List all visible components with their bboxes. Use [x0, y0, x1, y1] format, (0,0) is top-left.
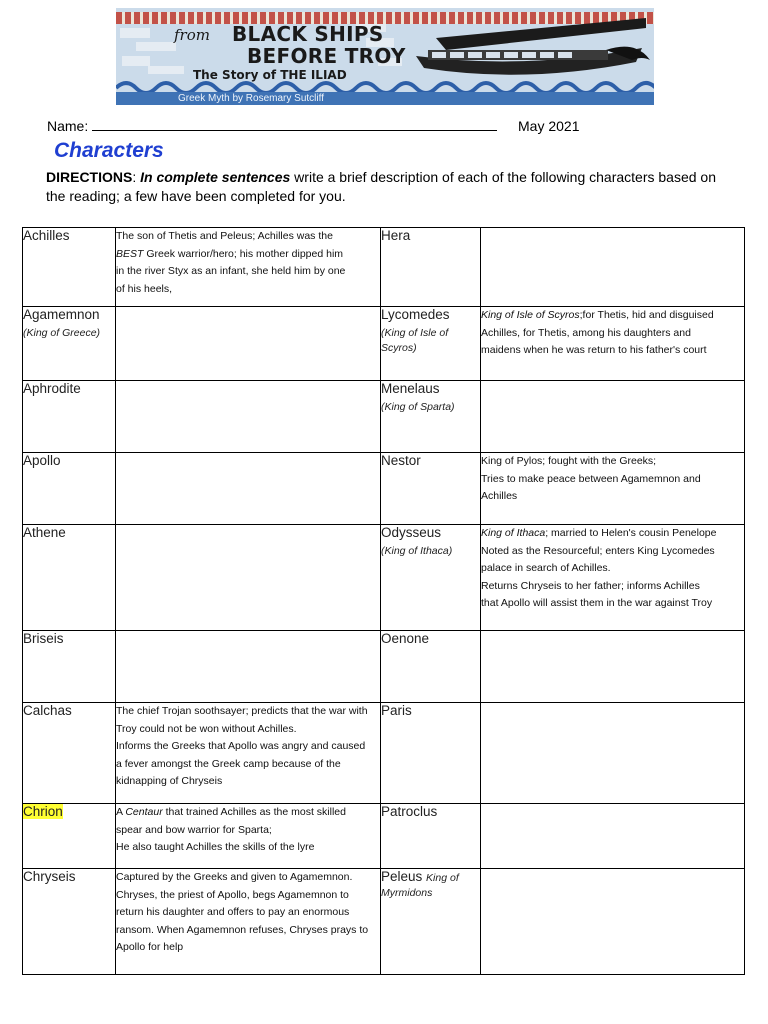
left-character-description-cell[interactable] — [116, 703, 381, 804]
banner-title-line2: BEFORE TROY — [247, 44, 406, 68]
description-line: maidens when he was return to his father's court — [481, 344, 707, 356]
character-name: Chryseis — [23, 869, 76, 884]
right-character-name-cell — [381, 525, 481, 631]
description-line: Apollo for help — [116, 941, 184, 953]
description-line: The son of Thetis and Peleus; Achilles was the — [116, 230, 333, 242]
character-title-note: (King of Sparta) — [381, 401, 455, 413]
banner-subtitle: The Story of THE ILIAD — [193, 68, 347, 82]
name-label: Name: — [47, 118, 89, 134]
left-character-name-cell — [23, 525, 116, 631]
character-name: Oenone — [381, 631, 430, 646]
left-character-name-cell — [23, 804, 116, 869]
table-row — [23, 804, 745, 869]
description-line: Tries to make peace between Agamemnon and — [481, 472, 701, 485]
left-character-name-cell — [23, 307, 116, 381]
right-character-description-cell[interactable] — [481, 525, 745, 631]
left-character-name-cell — [23, 453, 116, 525]
right-character-description-cell[interactable] — [481, 631, 745, 703]
character-name: Hera — [381, 228, 411, 243]
right-character-description-cell[interactable] — [481, 453, 745, 525]
character-name: Paris — [381, 703, 412, 718]
character-name: Chrion — [23, 804, 63, 819]
character-name: Lycomedes — [381, 307, 450, 322]
characters-table — [22, 227, 745, 975]
right-character-name-cell — [381, 869, 481, 975]
description-line: return his daughter and offers to pay an enormous — [116, 906, 350, 918]
character-name: Achilles — [23, 228, 70, 243]
description-line: Returns Chryseis to her father; informs Achilles — [481, 579, 700, 592]
character-name: Agamemnon — [23, 307, 100, 322]
description-line: Achilles — [481, 490, 518, 502]
banner-title-line1: BLACK SHIPS — [232, 22, 384, 46]
description-line: Captured by the Greeks and given to Agamemnon. — [116, 871, 353, 883]
directions-paragraph: DIRECTIONS: In complete sentences write a brief description of each of the following characters based on the reading; a few have been completed for you. — [46, 169, 716, 204]
description-line: Chryses, the priest of Apollo, begs Agamemnon to — [116, 888, 349, 901]
character-title-note: (King of Ithaca) — [381, 545, 453, 557]
title-banner — [116, 8, 654, 105]
character-title-note: (King of Greece) — [23, 327, 101, 339]
left-character-description-cell[interactable] — [116, 631, 381, 703]
description-line: The chief Trojan soothsayer; predicts that the war with — [116, 705, 368, 717]
left-character-description-cell[interactable] — [116, 307, 381, 381]
description-line: BEST Greek warrior/hero; his mother dipped him — [116, 247, 344, 260]
banner-credit: Greek Myth by Rosemary Sutcliff — [116, 92, 654, 105]
right-character-name-cell — [381, 703, 481, 804]
description-line: He also taught Achilles the skills of the lyre — [116, 841, 315, 853]
character-name: Calchas — [23, 703, 72, 718]
table-row — [23, 453, 745, 525]
character-name: Apollo — [23, 453, 61, 468]
left-character-name-cell — [23, 703, 116, 804]
right-character-name-cell — [381, 804, 481, 869]
table-row — [23, 525, 745, 631]
description-line: that Apollo will assist them in the war against Troy — [481, 597, 713, 609]
left-character-description-cell[interactable] — [116, 453, 381, 525]
description-line: King of Ithaca; married to Helen's cousin Penelope — [481, 527, 717, 539]
date-text: May 2021 — [518, 118, 580, 134]
table-row — [23, 869, 745, 975]
right-character-description-cell[interactable] — [481, 307, 745, 381]
table-row — [23, 631, 745, 703]
right-character-name-cell — [381, 631, 481, 703]
description-line: King of Pylos; fought with the Greeks; — [481, 455, 657, 467]
character-title-note: (King of Isle of Scyros) — [381, 327, 449, 354]
left-character-description-cell[interactable] — [116, 228, 381, 307]
table-row — [23, 307, 745, 381]
character-name: Aphrodite — [23, 381, 81, 396]
directions-emphasis: In complete sentences — [140, 169, 291, 185]
character-name: Briseis — [23, 631, 64, 646]
character-name: Menelaus — [381, 381, 440, 396]
page-title: Characters — [54, 139, 164, 162]
left-character-description-cell[interactable] — [116, 525, 381, 631]
table-row — [23, 228, 745, 307]
right-character-name-cell — [381, 307, 481, 381]
left-character-name-cell — [23, 631, 116, 703]
name-blank-line[interactable] — [92, 119, 497, 131]
description-line: in the river Styx as an infant, she held him by one — [116, 265, 346, 277]
description-line: palace in search of Achilles. — [481, 562, 611, 574]
description-line: spear and bow warrior for Sparta; — [116, 823, 272, 836]
directions-label: DIRECTIONS — [46, 169, 133, 185]
description-line: Troy could not be won without Achilles. — [116, 722, 297, 735]
left-character-name-cell — [23, 381, 116, 453]
directions-text: write a brief description of each of the following characters based on the reading; a few have been completed for you. — [46, 169, 716, 204]
banner-from: from — [174, 26, 210, 44]
name-field[interactable] — [47, 118, 497, 134]
character-name: Patroclus — [381, 804, 438, 819]
character-name: Nestor — [381, 453, 421, 468]
right-character-description-cell[interactable] — [481, 703, 745, 804]
character-name: Odysseus — [381, 525, 442, 540]
table-row — [23, 381, 745, 453]
right-character-name-cell — [381, 453, 481, 525]
description-line: ransom. When Agamemnon refuses, Chryses prays to — [116, 923, 369, 936]
right-character-name-cell — [381, 228, 481, 307]
description-line: Achilles, for Thetis, among his daughters and — [481, 326, 691, 339]
left-character-name-cell — [23, 228, 116, 307]
character-title-note: King of Myrmidons — [381, 872, 459, 899]
description-line: of his heels, — [116, 282, 173, 295]
right-character-description-cell[interactable] — [481, 228, 745, 307]
left-character-description-cell[interactable] — [116, 804, 381, 869]
description-line: Informs the Greeks that Apollo was angry and caused — [116, 740, 366, 752]
right-character-name-cell — [381, 381, 481, 453]
description-line: A Centaur that trained Achilles as the most skilled — [116, 806, 346, 818]
right-character-description-cell[interactable] — [481, 869, 745, 975]
right-character-description-cell[interactable] — [481, 381, 745, 453]
right-character-description-cell[interactable] — [481, 804, 745, 869]
description-line: kidnapping of Chryseis — [116, 775, 223, 787]
left-character-description-cell[interactable] — [116, 381, 381, 453]
character-name: Athene — [23, 525, 66, 540]
left-character-name-cell — [23, 869, 116, 975]
description-line: Noted as the Resourceful; enters King Lycomedes — [481, 544, 715, 557]
table-row — [23, 703, 745, 804]
left-character-description-cell[interactable] — [116, 869, 381, 975]
description-line: King of Isle of Scyros;for Thetis, hid and disguised — [481, 309, 714, 321]
character-name: Peleus — [381, 869, 423, 884]
description-line: a fever amongst the Greek camp because of the — [116, 757, 341, 770]
